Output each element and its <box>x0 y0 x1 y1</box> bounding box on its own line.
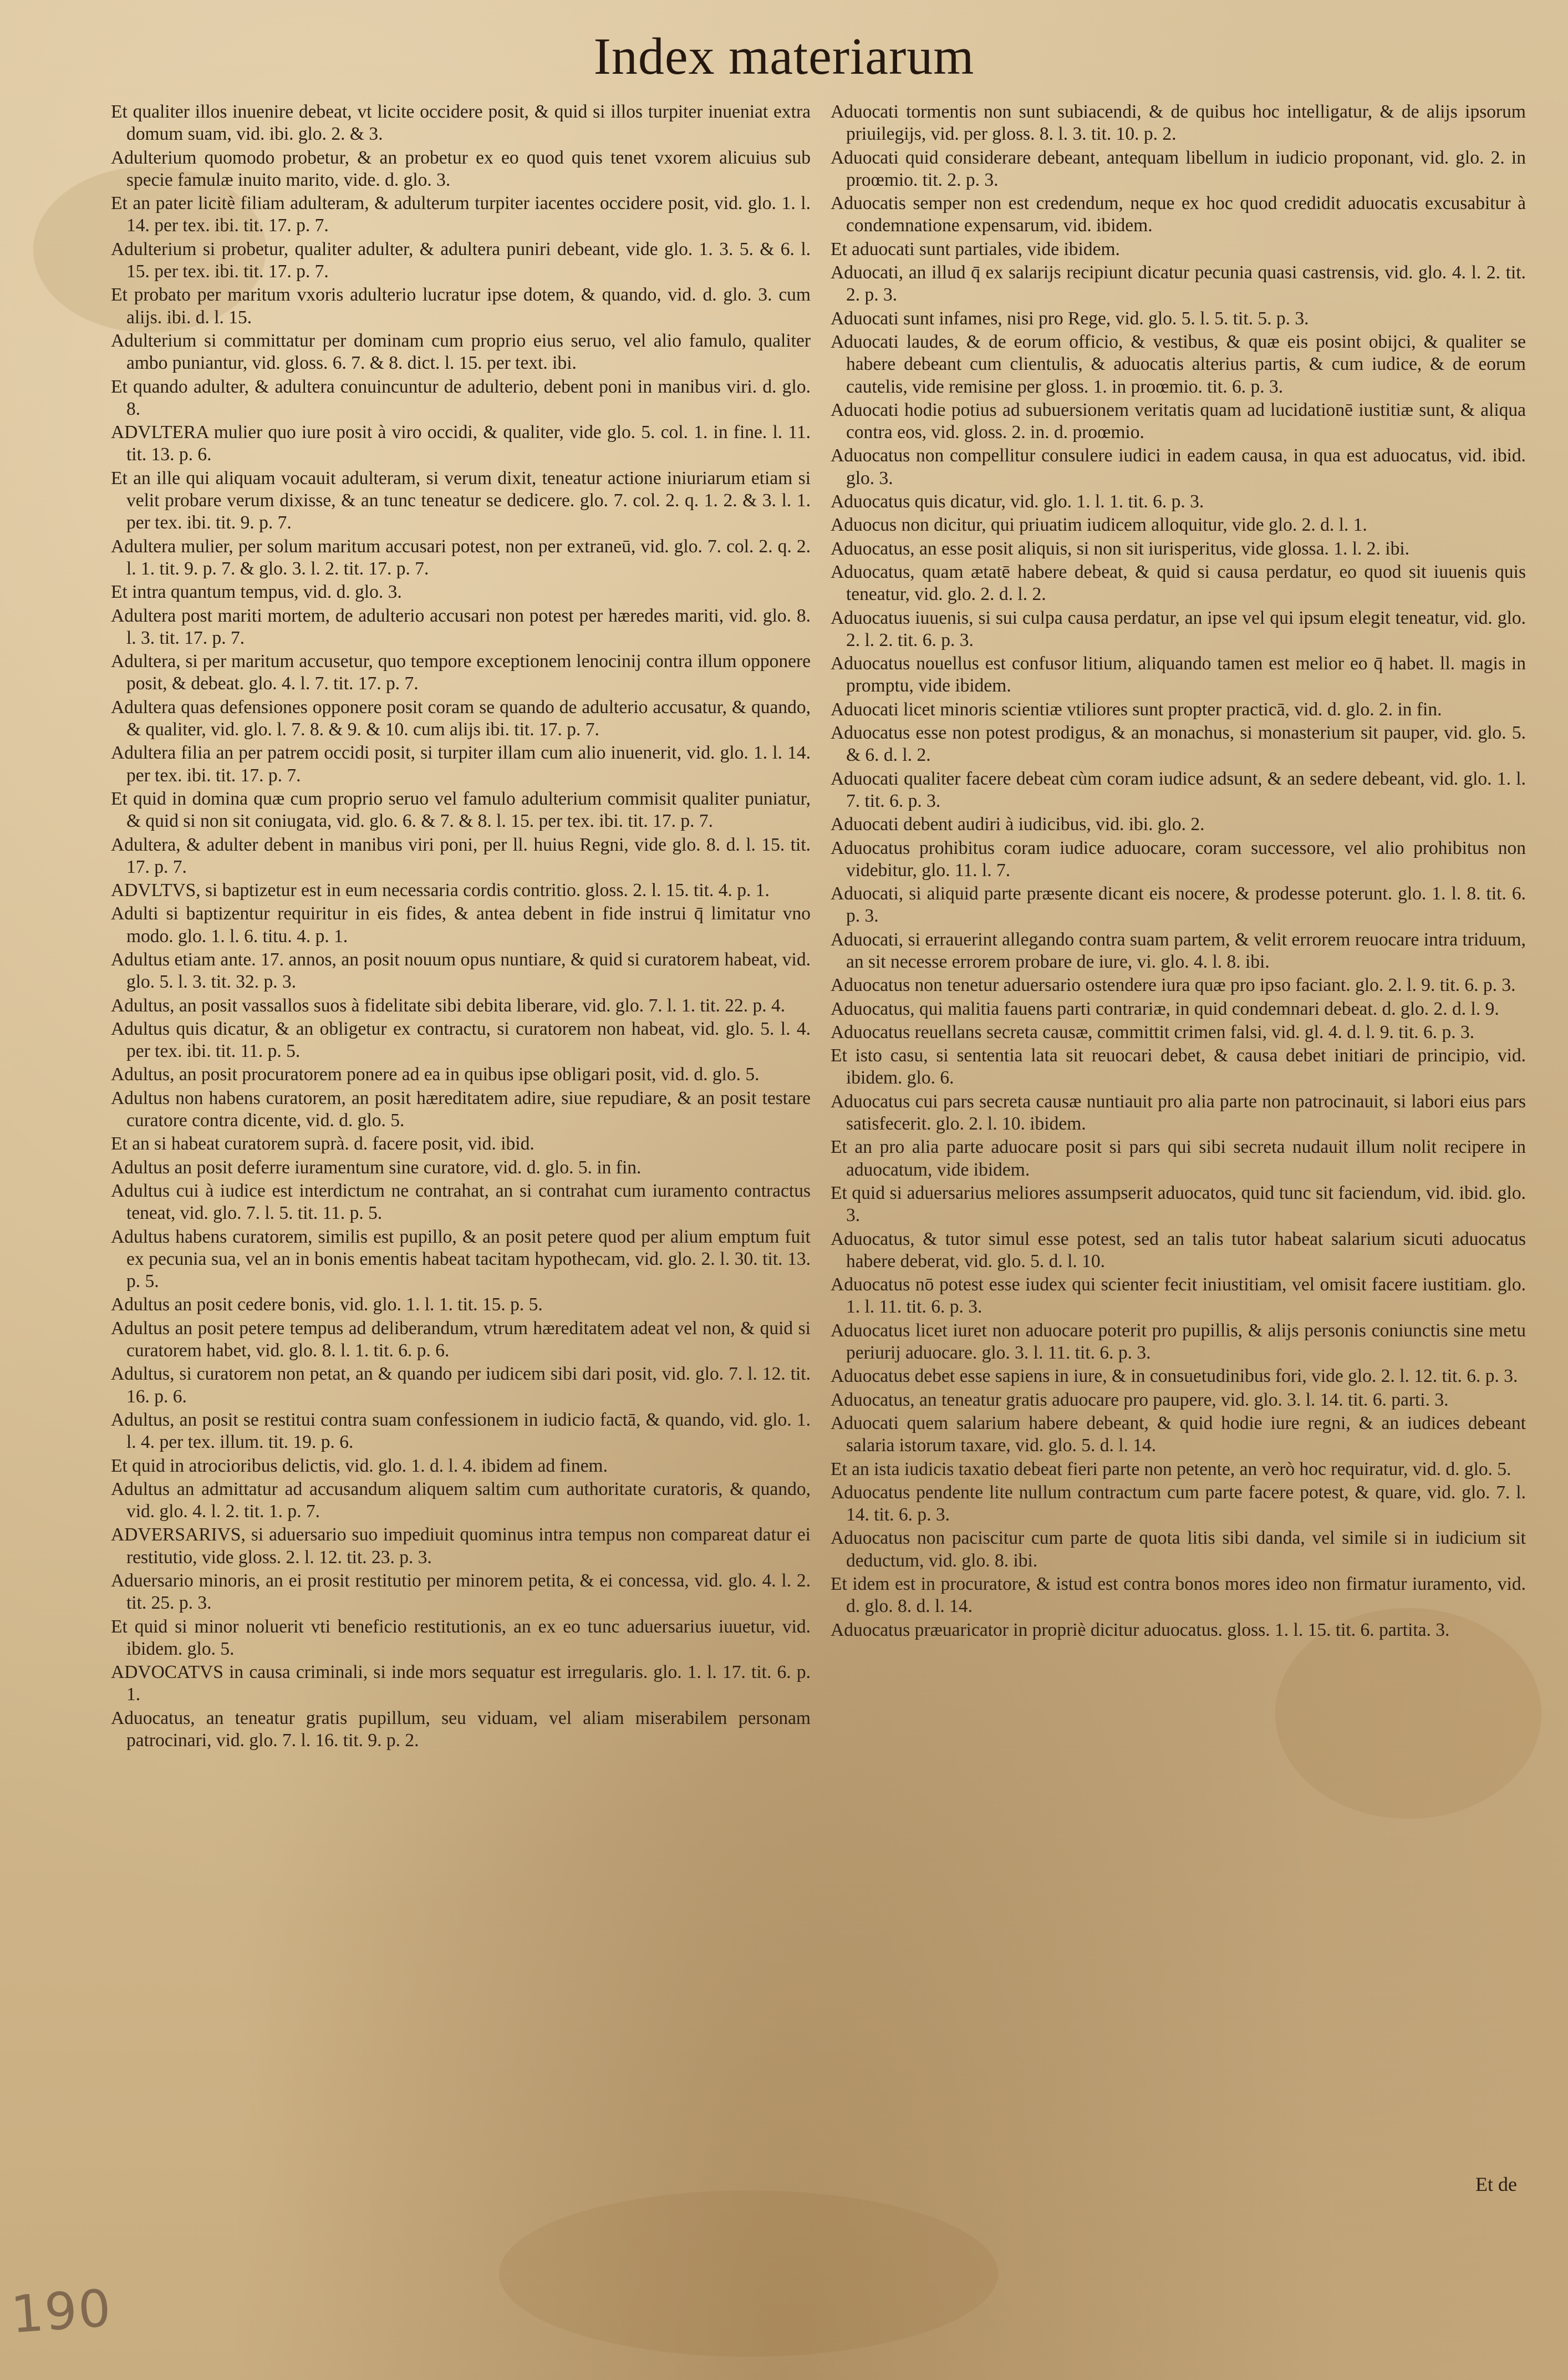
page-title: Index materiarum <box>593 28 975 85</box>
index-entry: Aduocati, si aliquid parte præsente dicant eis nocere, & prodesse poterunt. glo. 1. l. 8. tit. 6. p. 3. <box>831 883 1526 927</box>
index-entry: Aduocati tormentis non sunt subiacendi, & de quibus hoc intelligatur, & de alijs ipsorum priuilegijs, vid. per gloss. 8. l. 3. tit. 10. p. 2. <box>831 101 1526 145</box>
index-entry: Et aduocati sunt partiales, vide ibidem. <box>831 238 1120 260</box>
index-entry: Et an pro alia parte aduocare posit si pars qui sibi secreta nudauit illum nolit recipere in aduocatum, vide ibidem. <box>831 1137 1526 1180</box>
index-entry: Adultus etiam ante. 17. annos, an posit nouum opus nuntiare, & quid si curatorem habeat, vid. glo. 5. l. 3. tit. 32. p. 3. <box>111 949 811 993</box>
index-entry: Aduocati, an illud q̄ ex salarijs recipiunt dicatur pecunia quasi castrensis, vid. glo. 4. l. 2. tit. 2. p. 3. <box>831 262 1526 306</box>
index-entry: Et idem est in procuratore, & istud est contra bonos mores ideo non firmatur iuramento, vid. d. glo. 8. d. l. 14. <box>831 1574 1526 1617</box>
index-entry: Aduocati sunt infames, nisi pro Rege, vid. glo. 5. l. 5. tit. 5. p. 3. <box>831 308 1309 329</box>
index-entry: Adultera post mariti mortem, de adulterio accusari non potest per hæredes mariti, vid. glo. 8. l. 3. tit. 17. p. 7. <box>111 605 811 648</box>
index-entry: Adultus an admittatur ad accusandum aliquem saltim cum authoritate curatoris, & quando, vid. glo. 4. l. 2. tit. 1. p. 7. <box>111 1478 811 1522</box>
index-entry: ADVERSARIVS, si aduersario suo impediuit quominus intra tempus non compareat datur ei restitutio, vide gloss. 2. l. 12. tit. 23. p. 3. <box>111 1524 811 1568</box>
index-entry: Aduocatus, qui malitia fauens parti contrariæ, in quid condemnari debeat. d. glo. 2. d. l. 9. <box>831 998 1499 1019</box>
index-entry: Aduocati quid considerare debeant, antequam libellum in iudicio proponant, vid. glo. 2. in proœmio. tit. 2. p. 3. <box>831 147 1526 190</box>
index-entry: Aduocati debent audiri à iudicibus, vid. ibi. glo. 2. <box>831 814 1205 835</box>
index-entry: Et intra quantum tempus, vid. d. glo. 3. <box>111 582 402 603</box>
index-entry: Aduocatus cui pars secreta causæ nuntiauit pro alia parte non patrocinauit, si labori eius pars satisfecerit. glo. 2. l. 10. ibidem. <box>831 1091 1526 1135</box>
index-entry: ADVOCATVS in causa criminali, si inde mors sequatur est irregularis. glo. 1. l. 17. tit. 6. p. 1. <box>111 1662 811 1705</box>
index-entry: Et quid si minor noluerit vti beneficio restitutionis, an ex eo tunc aduersarius iuuetur, vid. ibidem. glo. 5. <box>111 1616 811 1659</box>
index-entry: Adulterium si committatur per dominam cum proprio eius seruo, vel alio famulo, qualiter ambo puniantur, vid. gloss. 6. 7. & 8. dict. l. 15. per text. ibi. <box>111 330 811 374</box>
index-column-left <box>111 101 811 1753</box>
index-entry: Adultus an posit cedere bonis, vid. glo. 1. l. 1. tit. 15. p. 5. <box>111 1294 543 1315</box>
index-entry: Adultera filia an per patrem occidi posit, si turpiter illam cum alio inuenerit, vid. glo. 1. l. 14. per tex. ibi. tit. 17. p. 7. <box>111 743 811 786</box>
index-entry: Et an pater licitè filiam adulteram, & adulterum turpiter iacentes occidere posit, vid. glo. 1. l. 14. per tex. ibi. tit. 17. p. 7. <box>111 193 811 236</box>
paper-stain <box>499 2190 998 2357</box>
index-entry: Aduocatus non compellitur consulere iudici in eadem causa, in qua est aduocatus, vid. ibid. glo. 3. <box>831 445 1526 489</box>
index-entry: Adultera, si per maritum accusetur, quo tempore exceptionem lenocinij contra illum opponere posit, & debeat. glo. 4. l. 7. tit. 17. p. 7. <box>111 651 811 694</box>
index-entry: Aduocatus, an teneatur gratis aduocare pro paupere, vid. glo. 3. l. 14. tit. 6. parti. 3. <box>831 1389 1449 1410</box>
index-entry: Adulti si baptizentur requiritur in eis fides, & antea debent in fide instrui q̄ limitatur vno modo. glo. 1. l. 6. titu. 4. p. 1. <box>111 903 811 947</box>
index-entry: Adultus, an posit se restitui contra suam confessionem in iudicio factā, & quando, vid. glo. 1. l. 4. per tex. illum. tit. 19. p. 6. <box>111 1409 811 1453</box>
index-entry: Adultus, si curatorem non petat, an & quando per iudicem sibi dari posit, vid. glo. 7. l. 12. tit. 16. p. 6. <box>111 1364 811 1407</box>
catchword: Et de <box>1475 2173 1517 2195</box>
index-entry: Et an ista iudicis taxatio debeat fieri parte non petente, an verò hoc requiratur, vid. d. glo. 5. <box>831 1458 1511 1479</box>
index-entry: Aduocati, si errauerint allegando contra suam partem, & velit errorem reuocare intra triduum, an sit necesse errorem probare de iure, vi. glo. 4. l. 8. ibi. <box>831 929 1526 972</box>
index-entry: Adulterium si probetur, qualiter adulter, & adultera puniri debeant, vide glo. 1. 3. 5. & 6. l. 15. per tex. ibi. tit. 17. p. 7. <box>111 238 811 282</box>
index-entry: Adultus non habens curatorem, an posit hæreditatem adire, siue repudiare, & an posit testare curatore contra dicente, vid. d. glo. 5. <box>111 1087 811 1131</box>
index-entry: Aduocatus quis dicatur, vid. glo. 1. l. 1. tit. 6. p. 3. <box>831 491 1204 512</box>
index-entry: Aduocati qualiter facere debeat cùm coram iudice adsunt, & an sedere debeant, vid. glo. 1. l. 7. tit. 6. p. 3. <box>831 768 1526 811</box>
index-entry: Et quid si aduersarius meliores assumpserit aduocatos, quid tunc sit faciendum, vid. ibid. glo. 3. <box>831 1182 1526 1226</box>
index-entry: Aduocati hodie potius ad subuersionem veritatis quam ad lucidationē iustitiæ sunt, & aliqua contra eos, vid. gloss. 2. in. d. proœmio. <box>831 399 1526 443</box>
index-entry: Et probato per maritum vxoris adulterio lucratur ipse dotem, & quando, vid. d. glo. 3. cum alijs. ibi. d. l. 15. <box>111 284 811 328</box>
index-entry: Aduocatus debet esse sapiens in iure, & in consuetudinibus fori, vide glo. 2. l. 12. tit. 6. p. 3. <box>831 1366 1518 1387</box>
index-entry: Et quid in domina quæ cum proprio seruo vel famulo adulterium commisit qualiter puniatur, & quid si non sit coniugata, vid. glo. 6. & 7. & 8. l. 15. per tex. ibi. tit. 17. p. 7. <box>111 788 811 832</box>
index-entry: Adultus, an posit procuratorem ponere ad ea in quibus ipse obligari posit, vid. d. glo. 5. <box>111 1064 760 1085</box>
index-entry: Et quando adulter, & adultera conuincuntur de adulterio, debent poni in manibus viri. d. glo. 8. <box>111 376 811 419</box>
index-entry: Aduocus non dicitur, qui priuatim iudicem alloquitur, vide glo. 2. d. l. 1. <box>831 515 1367 536</box>
index-entry: Aduocati laudes, & de eorum officio, & vestibus, & quæ eis posint obijci, & qualiter se habere debeant cum clientulis, & aduocatis alterius partis, & cum iudice, & de eorum cautelis, vide remisine per gloss. 1. in proœmio. tit. 6. p. 3. <box>831 331 1526 397</box>
index-entry: Adultus, an posit vassallos suos à fidelitate sibi debita liberare, vid. glo. 7. l. 1. tit. 22. p. 4. <box>111 995 786 1016</box>
index-entry: Aduocati licet minoris scientiæ vtiliores sunt propter practicā, vid. d. glo. 2. in fin. <box>831 699 1442 720</box>
index-entry: Adultus habens curatorem, similis est pupillo, & an posit petere quod per alium emptum fuit ex pecunia sua, vel an in bonis ementis habeat tacitam hypothecam, vid. glo. 2. l. 30. tit. 13. p. 5. <box>111 1226 811 1292</box>
index-entry: Aduocatus præuaricator in propriè dicitur aduocatus. gloss. 1. l. 15. tit. 6. partita. 3. <box>831 1619 1450 1640</box>
index-entry: Adultus an posit deferre iuramentum sine curatore, vid. d. glo. 5. in fin. <box>111 1157 642 1178</box>
index-entry: Aduocatis semper non est credendum, neque ex hoc quod credidit aduocatis excusabitur à condemnatione expensarum, vid. ibidem. <box>831 193 1526 236</box>
index-entry: Et an si habeat curatorem suprà. d. facere posit, vid. ibid. <box>111 1133 534 1155</box>
index-entry: Adultera, & adulter debent in manibus viri poni, per ll. huius Regni, vide glo. 8. d. l. 15. tit. 17. p. 7. <box>111 834 811 877</box>
index-entry: Aduocatus, & tutor simul esse potest, sed an talis tutor habeat salarium sicuti aduocatus habere deberat, vid. glo. 5. d. l. 10. <box>831 1228 1526 1272</box>
index-entry: Aduocatus reuellans secreta causæ, committit crimen falsi, vid. gl. 4. d. l. 9. tit. 6. p. 3. <box>831 1021 1475 1042</box>
index-entry: Aduocatus non paciscitur cum parte de quota litis sibi danda, vel simile si in iudicium sit deductum, vid. glo. 8. ibi. <box>831 1528 1526 1571</box>
index-entry: Aduocatus non tenetur aduersario ostendere iura quæ pro ipso faciant. glo. 2. l. 9. tit. 6. p. 3. <box>831 975 1516 996</box>
index-entry: Aduocatus nō potest esse iudex qui scienter fecit iniustitiam, vel omisit facere iustitiam. glo. 1. l. 11. tit. 6. p. 3. <box>831 1274 1526 1318</box>
index-entry: Adultus an posit petere tempus ad deliberandum, vtrum hæreditatem adeat vel non, & quid si curatorem habet, vid. glo. 8. l. 1. tit. 6. p. 6. <box>111 1318 811 1361</box>
index-entry: Et quid in atrocioribus delictis, vid. glo. 1. d. l. 4. ibidem ad finem. <box>111 1455 608 1476</box>
index-entry: Adultus quis dicatur, & an obligetur ex contractu, si curatorem non habeat, vid. glo. 5. l. 4. per tex. ibi. tit. 11. p. 5. <box>111 1018 811 1062</box>
index-entry: Aduocatus licet iuret non aduocare poterit pro pupillis, & alijs personis coniunctis sine metu periurij aduocare. glo. 3. l. 11. tit. 6. p. 3. <box>831 1320 1526 1364</box>
index-entry: Aduocatus, an esse posit aliquis, si non sit iurisperitus, vide glossa. 1. l. 2. ibi. <box>831 538 1410 559</box>
index-entry: Aduocatus prohibitus coram iudice aduocare, coram successore, vel alio prohibitus non videbitur, glo. 11. l. 7. <box>831 837 1526 881</box>
index-entry: Aduocatus esse non potest prodigus, & an monachus, si monasterium sit pauper, vid. glo. 5. & 6. d. l. 2. <box>831 723 1526 766</box>
index-entry: Aduocatus iuuenis, si sui culpa causa perdatur, an ipse vel qui ipsum elegit teneatur, vid. glo. 2. l. 2. tit. 6. p. 3. <box>831 607 1526 650</box>
index-entry: Aduocatus, an teneatur gratis pupillum, seu viduam, vel aliam miserabilem personam patrocinari, vid. glo. 7. l. 16. tit. 9. p. 2. <box>111 1707 811 1751</box>
index-entry: Aduersario minoris, an ei prosit restitutio per minorem petita, & ei concessa, vid. glo. 4. l. 2. tit. 25. p. 3. <box>111 1570 811 1614</box>
index-entry: Et isto casu, si sententia lata sit reuocari debet, & causa debet initiari de principio, vid. ibidem. glo. 6. <box>831 1045 1526 1089</box>
index-entry: Aduocatus nouellus est confusor litium, aliquando tamen est melior eo q̄ habet. ll. magis in promptu, vide ibidem. <box>831 653 1526 696</box>
index-entry: Aduocatus, quam ætatē habere debeat, & quid si causa perdatur, eo quod sit iuuenis quis teneatur, vid. glo. 2. d. l. 2. <box>831 561 1526 605</box>
index-entry: Et qualiter illos inuenire debeat, vt licite occidere posit, & quid si illos turpiter inueniat extra domum suam, vid. ibi. glo. 2. & 3. <box>111 101 811 145</box>
index-entry: Adultus cui à iudice est interdictum ne contrahat, an si contrahat cum iuramento contractus teneat, vid. glo. 7. l. 5. tit. 11. p. 5. <box>111 1180 811 1224</box>
index-entry: Aduocati quem salarium habere debeant, & quid hodie iure regni, & an iudices debeant salaria istorum taxare, vid. glo. 5. d. l. 14. <box>831 1412 1526 1456</box>
index-entry: Adultera mulier, per solum maritum accusari potest, non per extraneū, vid. glo. 7. col. 2. q. 2. l. 1. tit. 9. p. 7. & glo. 3. l. 2. tit. 17. p. 7. <box>111 536 811 579</box>
index-entry: Et an ille qui aliquam vocauit adulteram, si verum dixit, teneatur actione iniuriarum etiam si velit probare verum dixisse, & an tunc teneatur se dedicere. glo. 7. col. 2. q. 1. 2. & 3. l. 1. per tex. ibi. tit. 9. p. 7. <box>111 467 811 533</box>
index-column-right <box>831 101 1526 1642</box>
index-entry: Adulterium quomodo probetur, & an probetur ex eo quod quis tenet vxorem alicuius sub specie famulæ inuito marito, vide. d. glo. 3. <box>111 147 811 190</box>
index-entry: ADVLTERA mulier quo iure posit à viro occidi, & qualiter, vide glo. 5. col. 1. in fine. l. 11. tit. 13. p. 6. <box>111 422 811 465</box>
index-entry: Aduocatus pendente lite nullum contractum cum parte facere potest, & quare, vid. glo. 7. l. 14. tit. 6. p. 3. <box>831 1482 1526 1525</box>
index-entry: ADVLTVS, si baptizetur est in eum necessaria cordis contritio. gloss. 2. l. 15. tit. 4. p. 1. <box>111 880 770 901</box>
index-entry: Adultera quas defensiones opponere posit coram se quando de adulterio accusatur, & quando, & qualiter, vid. glo. l. 7. 8. & 9. & 10. cum alijs ibi. tit. 17. p. 7. <box>111 696 811 740</box>
folio-number: 190 <box>9 2278 114 2345</box>
